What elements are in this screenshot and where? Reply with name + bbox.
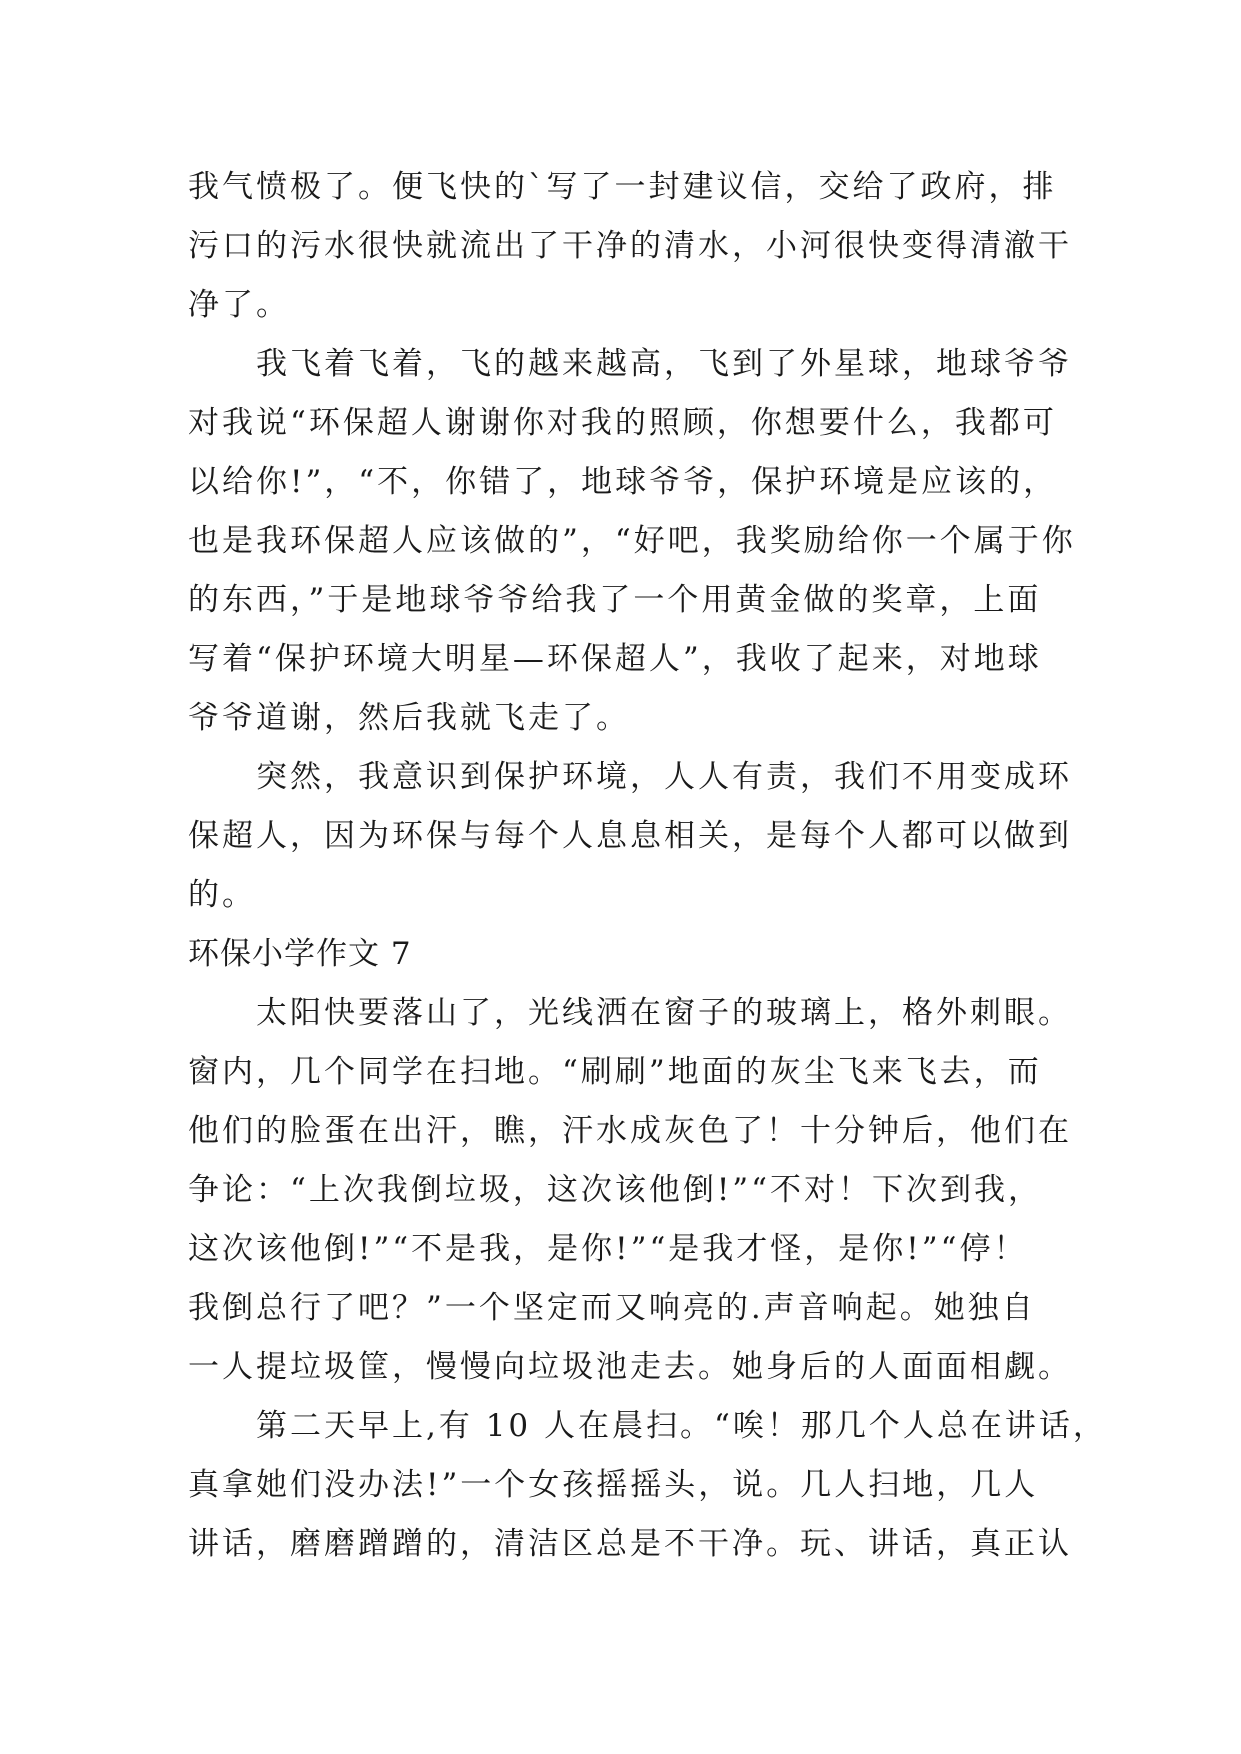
- text-line: 爷爷道谢，然后我就飞走了。: [188, 700, 630, 736]
- text-line: 保超人，因为环保与每个人息息相关，是每个人都可以做到: [188, 818, 1072, 854]
- paragraph-first-line: 我飞着飞着，飞的越来越高，飞到了外星球，地球爷爷: [256, 346, 1072, 382]
- text-line: 的。: [188, 877, 256, 913]
- text-line: 讲话，磨磨蹭蹭的，清洁区总是不干净。玩、讲话，真正认: [188, 1526, 1072, 1562]
- text-line: 一人提垃圾筐，慢慢向垃圾池走去。她身后的人面面相觑。: [188, 1349, 1072, 1385]
- document-body: [188, 158, 1107, 1574]
- text-line: 净了。: [188, 287, 290, 323]
- text-line: 以给你!”，“不，你错了，地球爷爷，保护环境是应该的，: [188, 464, 1058, 500]
- text-line: 污口的污水很快就流出了干净的清水，小河很快变得清澈干: [188, 228, 1072, 264]
- section-heading: 环保小学作文 7: [188, 936, 412, 972]
- text-line: 的东西，”于是地球爷爷给我了一个用黄金做的奖章，上面: [188, 582, 1042, 618]
- text-line: 写着“保护环境大明星—环保超人”，我收了起来，对地球: [188, 641, 1042, 677]
- text-line: 真拿她们没办法!”一个女孩摇摇头，说。几人扫地，几人: [188, 1467, 1039, 1503]
- text-line: 窗内，几个同学在扫地。“刷刷”地面的灰尘飞来飞去，而: [188, 1054, 1042, 1090]
- text-line: 对我说“环保超人谢谢你对我的照顾，你想要什么，我都可: [188, 405, 1057, 441]
- text-line: 我气愤极了。便飞快的`写了一封建议信，交给了政府，排: [188, 169, 1057, 205]
- text-line: 他们的脸蛋在出汗，瞧，汗水成灰色了！十分钟后，他们在: [188, 1113, 1072, 1149]
- paragraph-first-line: 太阳快要落山了，光线洒在窗子的玻璃上，格外刺眼。: [256, 995, 1072, 1031]
- paragraph-first-line: 第二天早上,有 10 人在晨扫。“唉！那几个人总在讲话，: [256, 1408, 1107, 1444]
- text-line: 也是我环保超人应该做的”，“好吧，我奖励给你一个属于你: [188, 523, 1076, 559]
- text-line: 这次该他倒!”“不是我，是你!”“是我才怪，是你!”“停！: [188, 1231, 1028, 1267]
- text-line: 我倒总行了吧？”一个坚定而又响亮的.声音响起。她独自: [188, 1290, 1036, 1326]
- text-line: 争论：“上次我倒垃圾，这次该他倒!”“不对！下次到我，: [188, 1172, 1042, 1208]
- paragraph-first-line: 突然，我意识到保护环境，人人有责，我们不用变成环: [256, 759, 1072, 795]
